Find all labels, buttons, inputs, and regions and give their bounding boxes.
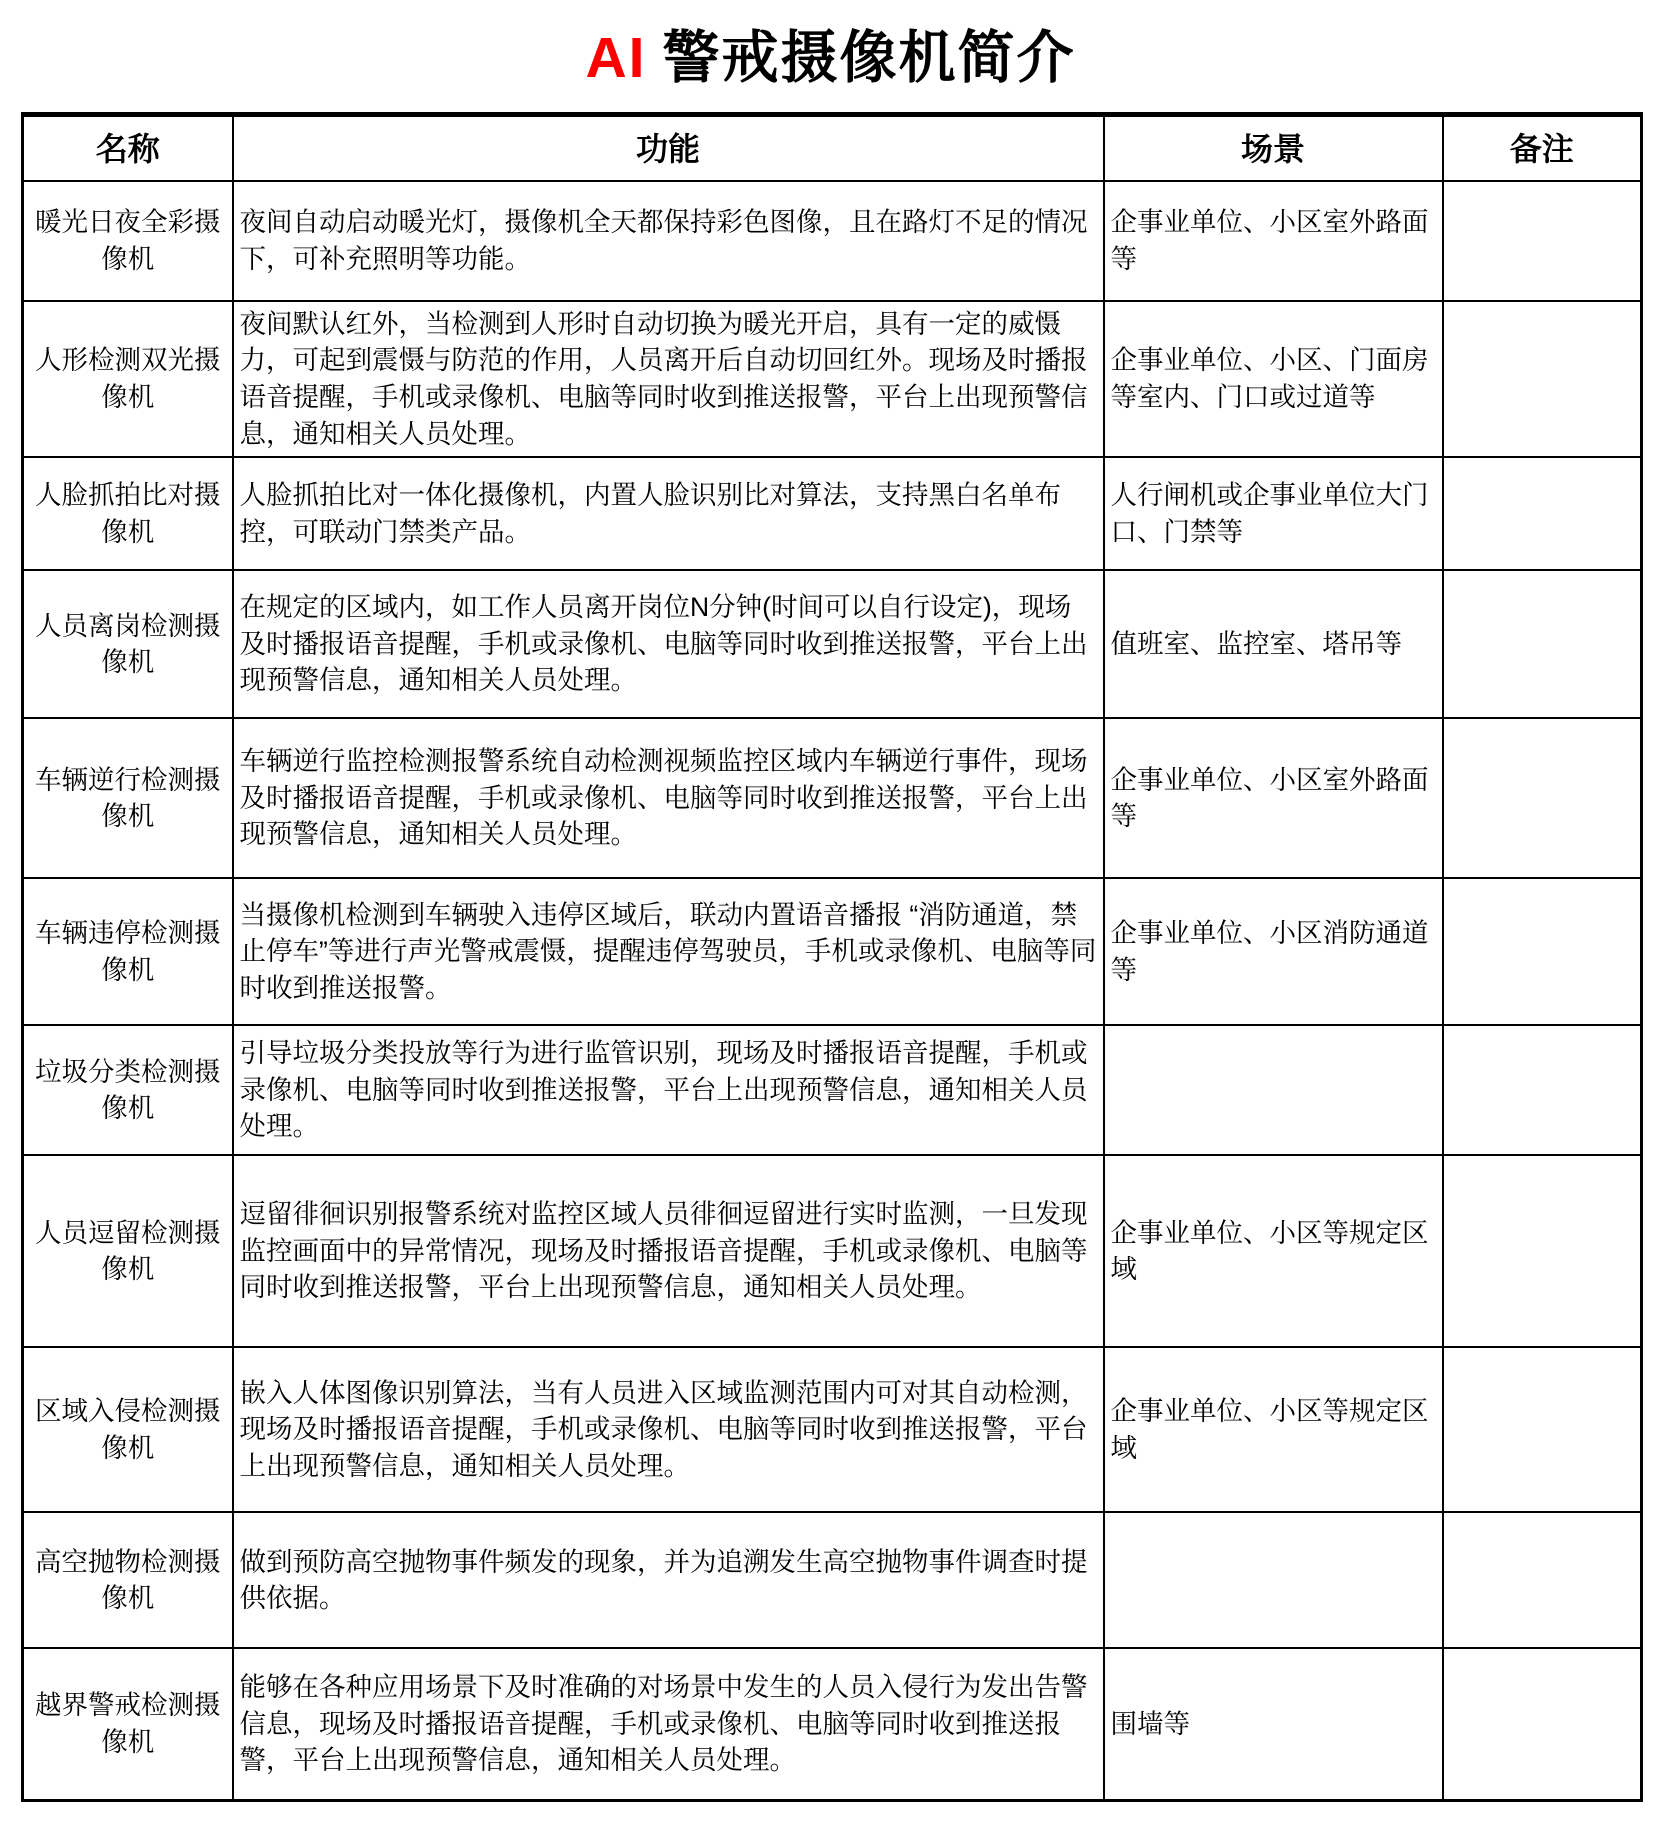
cell-remark <box>1443 570 1642 718</box>
camera-table-body <box>23 181 1642 1800</box>
cell-function: 引导垃圾分类投放等行为进行监管识别，现场及时播报语音提醒，手机或录像机、电脑等同时收到推送报警，平台上出现预警信息，通知相关人员处理。 <box>233 1025 1104 1155</box>
cell-scene: 人行闸机或企事业单位大门口、门禁等 <box>1104 457 1443 570</box>
table-header-row <box>23 115 1642 181</box>
cell-name: 区域入侵检测摄像机 <box>23 1347 233 1512</box>
table-row <box>23 718 1642 878</box>
cell-name: 高空抛物检测摄像机 <box>23 1512 233 1648</box>
cell-remark <box>1443 1025 1642 1155</box>
cell-name: 人员逗留检测摄像机 <box>23 1155 233 1347</box>
header-cell-function: 功能 <box>233 115 1104 181</box>
cell-name: 人员离岗检测摄像机 <box>23 570 233 718</box>
cell-name: 人形检测双光摄像机 <box>23 301 233 457</box>
cell-remark <box>1443 1512 1642 1648</box>
table-row <box>23 878 1642 1025</box>
cell-function: 车辆逆行监控检测报警系统自动检测视频监控区域内车辆逆行事件，现场及时播报语音提醒，手机或录像机、电脑等同时收到推送报警，平台上出现预警信息，通知相关人员处理。 <box>233 718 1104 878</box>
table-row <box>23 570 1642 718</box>
title-ai-prefix: AI <box>585 26 647 90</box>
cell-function: 当摄像机检测到车辆驶入违停区域后，联动内置语音播报 “消防通道，禁止停车”等进行声光警戒震慑，提醒违停驾驶员，手机或录像机、电脑等同时收到推送报警。 <box>233 878 1104 1025</box>
cell-name: 垃圾分类检测摄像机 <box>23 1025 233 1155</box>
cell-scene: 企事业单位、小区室外路面等 <box>1104 718 1443 878</box>
cell-scene <box>1104 1025 1443 1155</box>
cell-remark <box>1443 1648 1642 1800</box>
header-cell-remark: 备注 <box>1443 115 1642 181</box>
cell-function: 逗留徘徊识别报警系统对监控区域人员徘徊逗留进行实时监测，一旦发现监控画面中的异常情况，现场及时播报语音提醒，手机或录像机、电脑等同时收到推送报警，平台上出现预警信息，通知相关人员处理。 <box>233 1155 1104 1347</box>
header-cell-scene: 场景 <box>1104 115 1443 181</box>
cell-remark <box>1443 181 1642 301</box>
cell-scene: 企事业单位、小区室外路面等 <box>1104 181 1443 301</box>
cell-remark <box>1443 1347 1642 1512</box>
cell-scene: 企事业单位、小区消防通道等 <box>1104 878 1443 1025</box>
table-row <box>23 181 1642 301</box>
table-row <box>23 457 1642 570</box>
cell-remark <box>1443 718 1642 878</box>
table-row <box>23 1025 1642 1155</box>
table-row <box>23 1648 1642 1800</box>
cell-scene: 企事业单位、小区、门面房等室内、门口或过道等 <box>1104 301 1443 457</box>
cell-function: 夜间默认红外，当检测到人形时自动切换为暖光开启，具有一定的威慑力，可起到震慑与防范的作用，人员离开后自动切回红外。现场及时播报语音提醒，手机或录像机、电脑等同时收到推送报警，平台上出现预警信息，通知相关人员处理。 <box>233 301 1104 457</box>
cell-name: 暖光日夜全彩摄像机 <box>23 181 233 301</box>
cell-scene: 企事业单位、小区等规定区域 <box>1104 1155 1443 1347</box>
cell-function: 嵌入人体图像识别算法，当有人员进入区域监测范围内可对其自动检测，现场及时播报语音提醒，手机或录像机、电脑等同时收到推送报警，平台上出现预警信息，通知相关人员处理。 <box>233 1347 1104 1512</box>
cell-function: 在规定的区域内，如工作人员离开岗位N分钟(时间可以自行设定)，现场及时播报语音提醒，手机或录像机、电脑等同时收到推送报警，平台上出现预警信息，通知相关人员处理。 <box>233 570 1104 718</box>
cell-scene: 值班室、监控室、塔吊等 <box>1104 570 1443 718</box>
cell-name: 越界警戒检测摄像机 <box>23 1648 233 1800</box>
cell-scene: 企事业单位、小区等规定区域 <box>1104 1347 1443 1512</box>
cell-scene: 围墙等 <box>1104 1648 1443 1800</box>
cell-function: 能够在各种应用场景下及时准确的对场景中发生的人员入侵行为发出告警信息，现场及时播报语音提醒，手机或录像机、电脑等同时收到推送报警，平台上出现预警信息，通知相关人员处理。 <box>233 1648 1104 1800</box>
cell-scene <box>1104 1512 1443 1648</box>
cell-name: 车辆逆行检测摄像机 <box>23 718 233 878</box>
table-row <box>23 1347 1642 1512</box>
title-text: 警戒摄像机简介 <box>662 26 1076 90</box>
cell-function: 人脸抓拍比对一体化摄像机，内置人脸识别比对算法，支持黑白名单布控，可联动门禁类产品。 <box>233 457 1104 570</box>
cell-name: 车辆违停检测摄像机 <box>23 878 233 1025</box>
page-title <box>0 0 1661 92</box>
camera-table <box>21 112 1643 1801</box>
cell-function: 做到预防高空抛物事件频发的现象，并为追溯发生高空抛物事件调查时提供依据。 <box>233 1512 1104 1648</box>
header-cell-name: 名称 <box>23 115 233 181</box>
cell-remark <box>1443 1155 1642 1347</box>
table-row <box>23 301 1642 457</box>
cell-name: 人脸抓拍比对摄像机 <box>23 457 233 570</box>
table-row <box>23 1512 1642 1648</box>
cell-function: 夜间自动启动暖光灯，摄像机全天都保持彩色图像，且在路灯不足的情况下，可补充照明等功能。 <box>233 181 1104 301</box>
table-row <box>23 1155 1642 1347</box>
cell-remark <box>1443 457 1642 570</box>
cell-remark <box>1443 301 1642 457</box>
cell-remark <box>1443 878 1642 1025</box>
